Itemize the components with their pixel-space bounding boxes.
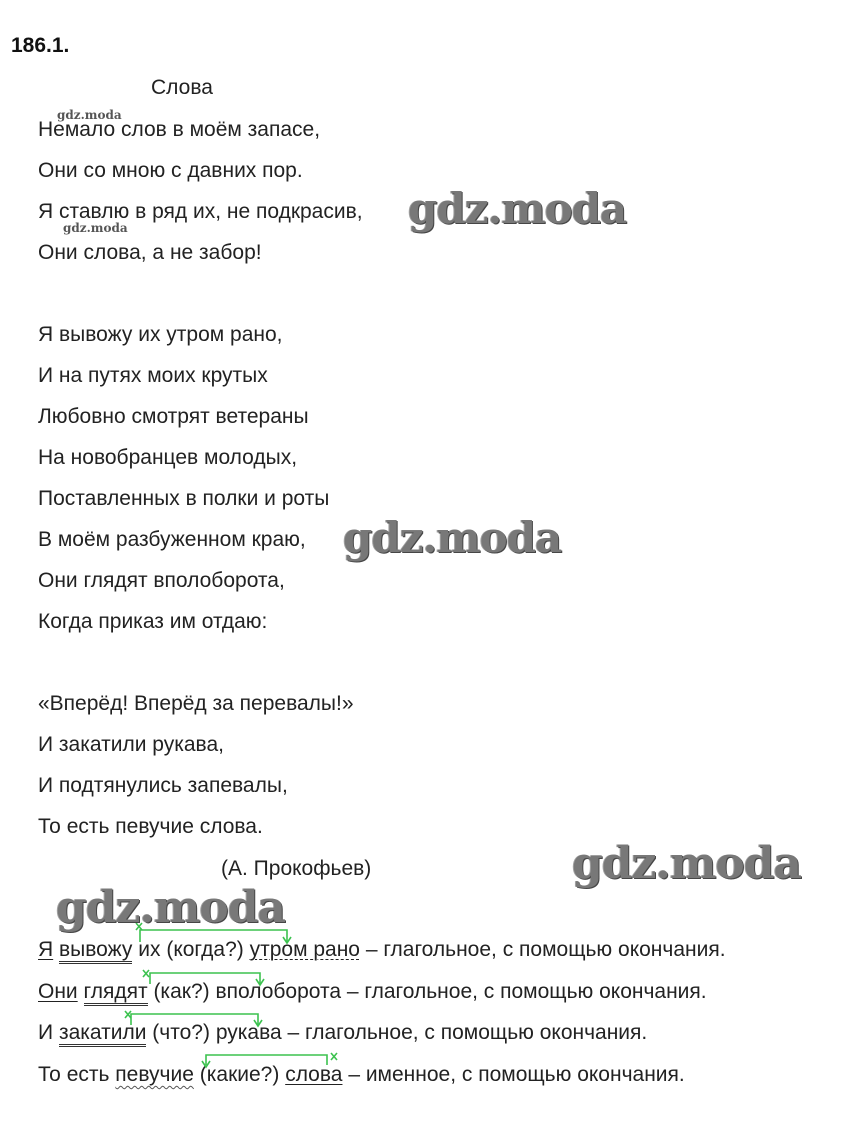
conjunction: То есть [38, 1063, 110, 1086]
subject: Они [38, 980, 78, 1003]
adverbial: вполоборота [215, 980, 342, 1003]
explanation: – глагольное, с помощью окончания. [346, 980, 707, 1003]
predicate: вывожу [59, 938, 132, 964]
poem-line: И закатили рукава, [38, 733, 224, 756]
poem-line: Я вывожу их утром рано, [38, 323, 283, 346]
predicate: закатили [59, 1021, 147, 1047]
explanation: – глагольное, с помощью окончания. [365, 938, 726, 961]
conjunction: И [38, 1021, 54, 1044]
poem-line: Когда приказ им отдаю: [38, 610, 268, 633]
poem-line: И подтянулись запевалы, [38, 774, 288, 797]
poem-line: Я ставлю в ряд их, не подкрасив, [38, 200, 363, 223]
poem-line: «Вперёд! Вперёд за перевалы!» [38, 692, 354, 715]
question: (что?) [152, 1021, 210, 1044]
poem-author: (А. Прокофьев) [221, 857, 372, 880]
watermark-big: gdz.moda [343, 513, 562, 562]
link-x [331, 1053, 337, 1060]
exercise-number: 186.1. [11, 34, 70, 57]
poem-line: Немало слов в моём запасе, [38, 118, 321, 141]
adverbial: утром рано [249, 938, 360, 961]
link-x [125, 1011, 131, 1018]
poem-line: Они со мною с давних пор. [38, 159, 303, 182]
predicate: глядят [84, 980, 148, 1006]
object: рукава [215, 1021, 282, 1044]
analysis-line [38, 1063, 685, 1087]
question: (как?) [153, 980, 210, 1003]
poem-line: И на путях моих крутых [38, 364, 268, 387]
question: их (когда?) [138, 938, 244, 961]
watermark-small: gdz.moda [63, 221, 128, 235]
watermark-big: gdz.moda [408, 184, 627, 233]
analysis-line [38, 1021, 647, 1045]
poem-line: То есть певучие слова. [38, 815, 263, 838]
poem-line: Любовно смотрят ветераны [38, 405, 309, 428]
watermark-big: gdz.moda [572, 838, 802, 889]
question: (какие?) [199, 1063, 280, 1086]
poem-line: На новобранцев молодых, [38, 446, 298, 469]
watermark-big: gdz.moda [56, 882, 286, 933]
poem-line: В моём разбуженном краю, [38, 528, 306, 551]
poem-title: Слова [151, 76, 213, 99]
poem-line: Они слова, а не забор! [38, 241, 262, 264]
poem-line: Поставленных в полки и роты [38, 487, 330, 510]
explanation: – именное, с помощью окончания. [348, 1063, 685, 1086]
subject: слова [285, 1063, 343, 1086]
attribute: певучие [115, 1063, 194, 1086]
analysis-line [38, 938, 726, 962]
analysis-line [38, 980, 707, 1004]
poem-line: Они глядят вполоборота, [38, 569, 285, 592]
subject: Я [38, 938, 54, 961]
watermark-small: gdz.moda [57, 108, 122, 122]
link-x [143, 970, 149, 977]
explanation: – глагольное, с помощью окончания. [287, 1021, 648, 1044]
